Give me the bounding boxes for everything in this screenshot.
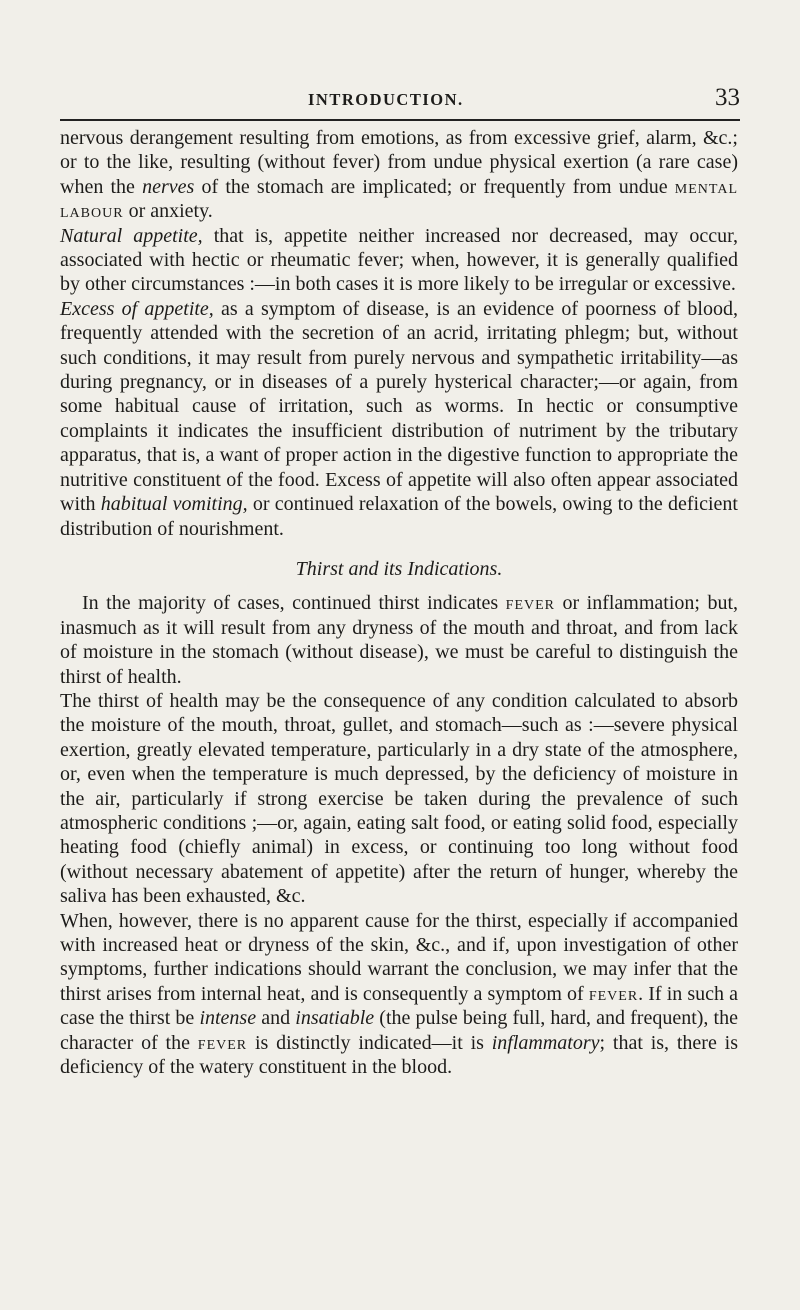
paragraph-natural-appetite	[60, 224, 738, 297]
text-run: In the majority of cases, continued thirst indicates	[82, 592, 506, 615]
paragraph-nervous-derangement	[60, 126, 738, 224]
text-run: ; that is, there is deficiency of the watery constituent in the blood.	[60, 1031, 738, 1079]
italic-run: inflammatory	[491, 1031, 600, 1054]
text-run: or inflammation; but, inasmuch as it will result from any dryness of the mouth and throat, and from lack of moisture in the stomach (without disease), we must be careful to distinguish the thirst of health.	[60, 592, 739, 688]
text-run: or anxiety.	[123, 200, 213, 223]
italic-run: Excess of appetite,	[60, 297, 214, 320]
header-rule	[60, 119, 740, 121]
text-run: of the stomach are implicated; or frequently from undue	[194, 175, 675, 198]
text-run: The thirst of health may be the consequence of any condition calculated to absorb the moisture of the mouth, throat, gullet, and stomach—such as :—severe physical exertion, greatly elevated temperature, particularly in a dry state of the atmosphere, or, even when the temperature is much depressed, by the deficiency of moisture in the air, particularly if strong exercise be taken during the prevalence of such atmospheric conditions ;—or, again, eating salt food, or eating solid food, especially heating food (chiefly animal) in excess, or continuing too long without food (without necessary abatement of appetite) after the return of hunger, whereby the saliva has been exhausted, &c.	[60, 689, 738, 908]
text-run: is distinctly indicated—it is	[247, 1031, 492, 1054]
text-run: (the pulse being full, hard, and frequent), the character of the	[60, 1007, 738, 1054]
small-caps-run: fever	[197, 1031, 248, 1054]
small-caps-run: fever	[588, 982, 639, 1005]
italic-run: insatiable	[295, 1007, 375, 1030]
paragraph-thirst-fever	[60, 909, 738, 1080]
paragraph-thirst-of-health	[60, 689, 738, 909]
small-caps-run: fever	[505, 592, 556, 615]
italic-run: nerves	[142, 175, 195, 198]
text-run: . If in such a case the thirst be	[60, 982, 739, 1030]
paragraph-excess-of-appetite	[60, 297, 738, 541]
italic-run: intense	[199, 1007, 257, 1030]
running-head	[60, 84, 740, 118]
text-run: as a symptom of disease, is an evidence of poorness of blood, frequently attended with the secretion of an acrid, irritating phlegm; but, without such conditions, it may result from purely nervous and sympathetic irritability—as during pregnancy, or in diseases of a purely hysterical character;—or again, from some habitual cause of irritation, such as worms. In hectic or consumptive complaints it indicates the insufficient distribution of nutriment by the tributary apparatus, that is, a want of proper action in the digestive function to appropriate the nutritive constituent of the food. Excess of appetite will also often appear associated with	[60, 297, 738, 516]
text-run: nervous derangement resulting from emotions, as from excessive grief, alarm, &c.; or to the like, resulting (without fever) from undue physical exertion (a rare case) when the	[60, 127, 738, 198]
section-heading: Thirst and its Indications.	[295, 557, 503, 580]
page-number: 33	[715, 84, 740, 111]
italic-run: habitual vomiting,	[100, 493, 248, 516]
text-run: When, however, there is no apparent cause for the thirst, especially if accompanied with increased heat or dryness of the skin, &c., and if, upon investigation of other symptoms, further indications should warrant the conclusion, we may infer that the thirst arises from internal heat, and is consequently a symptom of	[60, 909, 738, 1005]
text-run: and	[256, 1007, 296, 1030]
text-run: or continued relaxation of the bowels, owing to the deficient distribution of nourishment.	[60, 493, 738, 540]
paragraph-continued-thirst	[60, 591, 738, 689]
small-caps-run: mental labour	[60, 175, 738, 223]
italic-run: Natural appetite,	[60, 224, 203, 247]
body-text	[60, 126, 738, 1079]
running-head-title: INTRODUCTION.	[308, 90, 464, 109]
text-run: that is, appetite neither increased nor decreased, may occur, associated with hectic or rheumatic fever; when, however, it is generally qualified by other circumstances :—in both cases it is more likely to be irregular or excessive.	[60, 224, 739, 296]
